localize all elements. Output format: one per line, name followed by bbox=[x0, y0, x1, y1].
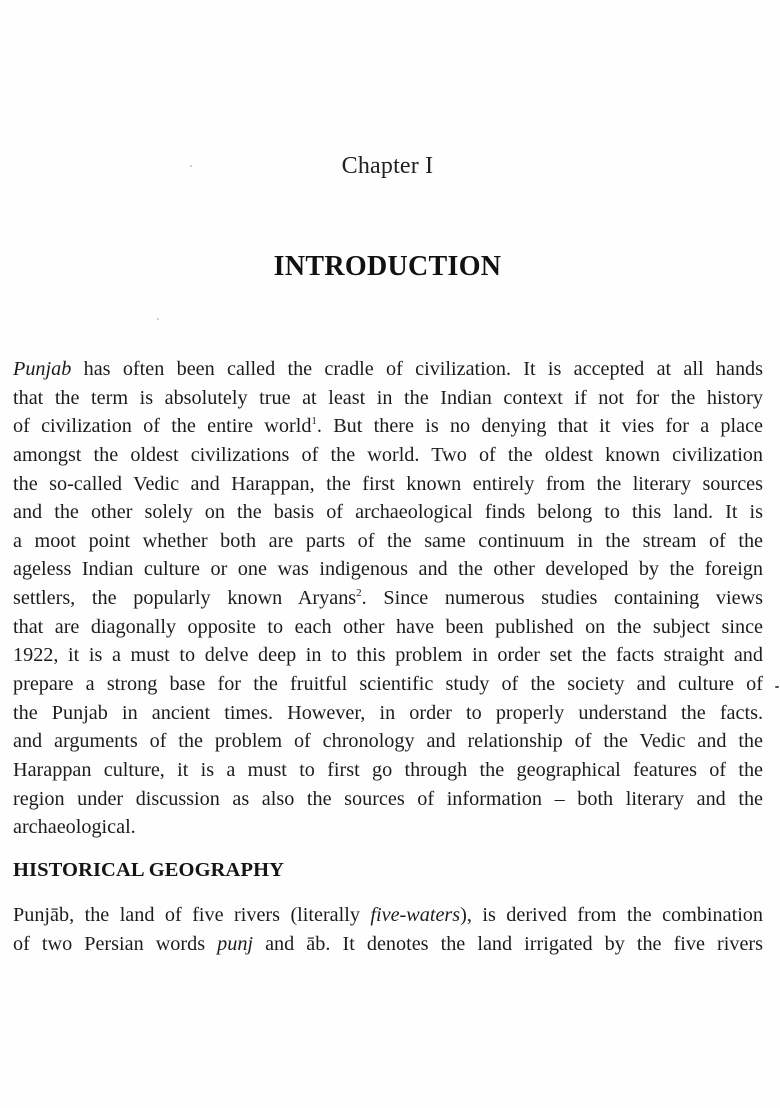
paragraph-line: archaeological. bbox=[13, 816, 136, 839]
paragraph-line bbox=[13, 930, 763, 959]
paragraph-line: and arguments of the problem of chronology and relationship of the Vedic and the bbox=[13, 730, 763, 753]
line-text: has often been called the cradle of civilization. It is accepted at all hands bbox=[71, 358, 763, 380]
italic-term: five-waters bbox=[370, 904, 461, 926]
line-text: of civilization of the entire world bbox=[13, 415, 312, 438]
footnote-marker[interactable]: 1 bbox=[311, 415, 317, 428]
paragraph-line bbox=[13, 584, 763, 613]
paragraph-line: a moot point whether both are parts of the same continuum in the stream of the bbox=[13, 529, 763, 552]
scan-speck bbox=[190, 165, 192, 167]
line-text: . Since numerous studies containing views bbox=[361, 587, 763, 610]
line-text: . But there is no denying that it vies for a place bbox=[316, 415, 764, 438]
line-text: settlers, the popularly known Aryans bbox=[13, 587, 357, 610]
introduction-paragraph bbox=[13, 355, 763, 842]
paragraph-line bbox=[13, 901, 763, 930]
line-text: ), is derived from the combination bbox=[460, 904, 763, 926]
historical-geography-paragraph bbox=[13, 901, 763, 958]
paragraph-line: that the term is absolutely true at least in the Indian context if not for the history bbox=[13, 386, 763, 409]
footnote-marker[interactable]: 2 bbox=[356, 587, 362, 600]
chapter-label: Chapter I bbox=[341, 153, 434, 179]
line-text: and āb. It denotes the land irrigated by the five rivers bbox=[253, 932, 763, 955]
paragraph-line: the Punjab in ancient times. However, in order to properly understand the facts. bbox=[13, 701, 763, 724]
paragraph-line: ageless Indian culture or one was indigenous and the other developed by the foreign bbox=[13, 558, 763, 581]
italic-term: punj bbox=[217, 932, 254, 955]
paragraph-line: amongst the oldest civilizations of the world. Two of the oldest known civilization bbox=[13, 443, 763, 466]
chapter-title: INTRODUCTION bbox=[273, 251, 502, 282]
scan-speck bbox=[775, 686, 779, 688]
paragraph-line: 1922, it is a must to delve deep in to this problem in order set the facts straight and bbox=[13, 644, 763, 667]
line-text: Punjāb, the land of five rivers (literally bbox=[13, 904, 371, 926]
paragraph-line: Harappan culture, it is a must to first go through the geographical features of the bbox=[13, 758, 763, 781]
paragraph-line: that are diagonally opposite to each other have been published on the subject since bbox=[13, 615, 763, 638]
line-text: of two Persian words bbox=[13, 932, 218, 955]
paragraph-line: prepare a strong base for the fruitful scientific study of the society and culture of bbox=[13, 673, 763, 696]
paragraph-line: the so-called Vedic and Harappan, the first known entirely from the literary sources bbox=[13, 472, 763, 495]
paragraph-line: and the other solely on the basis of archaeological finds belong to this land. It is bbox=[13, 501, 763, 524]
section-heading: HISTORICAL GEOGRAPHY bbox=[13, 859, 285, 881]
paragraph-line: region under discussion as also the sources of information – both literary and the bbox=[13, 787, 763, 810]
italic-term: Punjab bbox=[13, 358, 72, 380]
scan-speck bbox=[157, 318, 159, 320]
paragraph-line bbox=[13, 355, 763, 384]
paragraph-line bbox=[13, 412, 763, 441]
